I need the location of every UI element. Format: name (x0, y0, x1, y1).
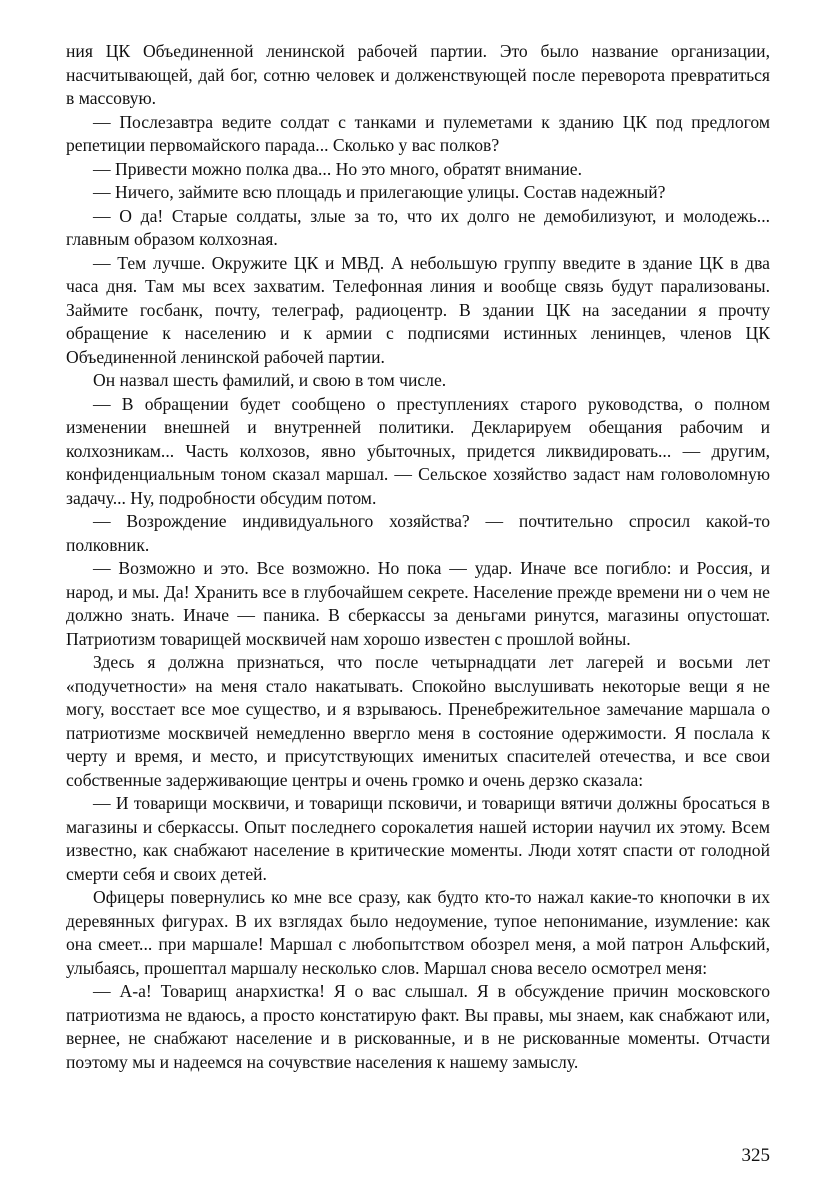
paragraph: Он назвал шесть фамилий, и свою в том числе. (93, 370, 447, 390)
paragraph: — И товарищи москвичи, и товарищи псковичи, и товарищи вятичи должны бросаться в магазины и сберкассы. Опыт последнего сорокалетия нашей истории научил их этому. Всем известно, как снабжают население в критические моменты. Люди хотят спасти от голодной смерти себя и своих детей. (66, 793, 770, 884)
paragraph: — Ничего, займите всю площадь и прилегающие улицы. Состав надежный? (93, 182, 666, 202)
paragraph: — Привести можно полка два... Но это много, обратят внимание. (93, 158, 582, 179)
paragraph: — Возрождение индивидуального хозяйства? — почтительно спросил какой-то полковник. (66, 511, 770, 555)
paragraph: — Послезавтра ведите солдат с танками и пулеметами к зданию ЦК под предлогом репетиции первомайского парада... Сколько у вас полков? (66, 111, 770, 155)
paragraph: ния ЦК Объединенной ленинской рабочей партии. Это было название организации, насчитывающей, дай бог, сотню человек и долженствующей после переворота превратиться в массовую. (66, 41, 770, 108)
paragraph: — Возможно и это. Все возможно. Но пока — удар. Иначе все погибло: и Россия, и народ, и мы. Да! Хранить все в глубочайшем секрете. Население прежде времени ни о чем не должно знать. Иначе — паника. В сберкассы за деньгами ринутся, магазины опустошат. Патриотизм товарищей москвичей нам хорошо известен с прошлой войны. (66, 558, 770, 649)
page-body (66, 40, 770, 1074)
page-number: 325 (741, 1145, 770, 1166)
paragraph: — А-а! Товарищ анархистка! Я о вас слышал. Я в обсуждение причин московского патриотизма не вдаюсь, а просто констатирую факт. Вы правы, мы знаем, как снабжают или, вернее, не снабжают население и в рискованные, и в не рискованные моменты. Отчасти поэтому мы и надеемся на сочувствие населения к нашему замыслу. (66, 981, 770, 1072)
paragraph: — Тем лучше. Окружите ЦК и МВД. А небольшую группу введите в здание ЦК в два часа дня. Там мы всех захватим. Телефонная линия и вообще связь будут парализованы. Займите госбанк, почту, телеграф, радиоцентр. В здании ЦК на заседании я прочту обращение к населению и к армии с подписями истинных ленинцев, членов ЦК Объединенной ленинской рабочей партии. (66, 252, 770, 367)
paragraph: — В обращении будет сообщено о преступлениях старого руководства, о полном изменении внешней и внутренней политики. Декларируем обещания рабочим и колхозникам... Часть колхозов, явно убыточных, придется ликвидировать... — другим, конфиденциальным тоном сказал маршал. — Сельское хозяйство задаст нам головоломную задачу... Ну, подробности обсудим потом. (66, 393, 770, 508)
paragraph: — О да! Старые солдаты, злые за то, что их долго не демобилизуют, и молодежь... главным образом колхозная. (66, 205, 770, 249)
paragraph: Здесь я должна признаться, что после четырнадцати лет лагерей и восьми лет «подучетности» на меня стало накатывать. Спокойно выслушивать некоторые вещи я не могу, восстает все мое существо, и я взрываюсь. Пренебрежительное замечание маршала о патриотизме москвичей немедленно ввергло меня в состояние одержимости. Я послала к черту и время, и место, и присутствующих именитых спасителей отечества, и все свои собственные задерживающие центры и очень громко и очень дерзко сказала: (66, 652, 770, 790)
paragraph: Офицеры повернулись ко мне все сразу, как будто кто-то нажал какие-то кнопочки в их деревянных фигурах. В их взглядах было недоумение, тупое непонимание, изумление: как она смеет... при маршале! Маршал с любопытством обозрел меня, а мой патрон Альфский, улыбаясь, прошептал маршалу несколько слов. Маршал снова весело осмотрел меня: (66, 887, 770, 978)
